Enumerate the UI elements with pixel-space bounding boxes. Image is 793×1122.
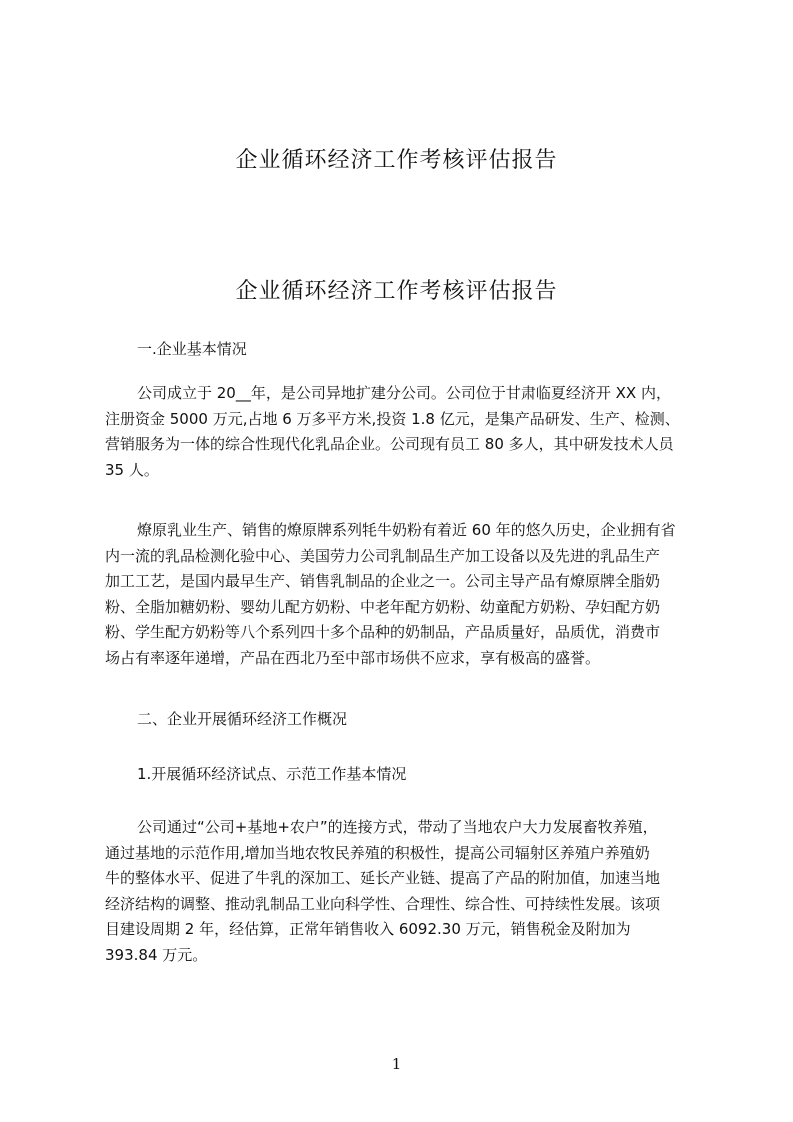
paragraph-line: 393.84 万元。 bbox=[105, 945, 208, 964]
paragraph-line: 公司成立于 20__年，是公司异地扩建分公司。公司位于甘肃临夏经济开 XX 内， bbox=[137, 384, 671, 402]
paragraph-line: 燎原乳业生产、销售的燎原牌系列牦牛奶粉有着近 60 年的悠久历史，企业拥有省 bbox=[137, 521, 676, 539]
paragraph-line: 35 人。 bbox=[105, 460, 159, 479]
paragraph-line: 加工工艺，是国内最早生产、销售乳制品的企业之一。公司主导产品有燎原牌全脂奶 bbox=[105, 572, 661, 590]
section1-paragraph-2 bbox=[105, 518, 699, 680]
paragraph-line: 经济结构的调整、推动乳制品工业向科学性、合理性、综合性、可持续性发展。该项 bbox=[105, 894, 661, 913]
section1-heading: 一.企业基本情况 bbox=[137, 340, 247, 358]
paragraph-line: 公司通过“公司+基地+农户”的连接方式，带动了当地农户大力发展畜牧养殖， bbox=[137, 818, 658, 836]
paragraph-line: 营销服务为一体的综合性现代化乳品企业。公司现有员工 80 多人，其中研发技术人员 bbox=[105, 435, 674, 453]
paragraph-line: 内一流的乳品检测化验中心、美国劳力公司乳制品生产加工设备以及先进的乳品生产 bbox=[105, 546, 661, 565]
main-title: 企业循环经济工作考核评估报告 bbox=[235, 279, 558, 304]
paragraph-line: 场占有率逐年递增，产品在西北乃至中部市场供不应求，享有极高的盛誉。 bbox=[105, 648, 601, 667]
section1-paragraph-1 bbox=[105, 381, 699, 485]
paragraph-line: 粉、学生配方奶粉等八个系列四十多个品种的奶制品，产品质量好，品质优，消费市 bbox=[105, 623, 661, 641]
cover-title: 企业循环经济工作考核评估报告 bbox=[235, 148, 558, 173]
section2-heading: 二、企业开展循环经济工作概况 bbox=[137, 710, 348, 728]
paragraph-line: 通过基地的示范作用,增加当地农牧民养殖的积极性，提高公司辐射区养殖户养殖奶 bbox=[105, 843, 650, 862]
page-number: 1 bbox=[391, 1055, 402, 1073]
paragraph-line: 牛的整体水平、促进了牛乳的深加工、延长产业链、提高了产品的附加值，加速当地 bbox=[105, 869, 661, 887]
section2-paragraph-1 bbox=[105, 815, 699, 975]
paragraph-line: 粉、全脂加糖奶粉、婴幼儿配方奶粉、中老年配方奶粉、幼童配方奶粉、孕妇配方奶 bbox=[105, 597, 661, 616]
paragraph-line: 目建设周期 2 年，经估算，正常年销售收入 6092.30 万元，销售税金及附加为 bbox=[105, 920, 631, 938]
section2-subheading: 1.开展循环经济试点、示范工作基本情况 bbox=[137, 765, 407, 783]
paragraph-line: 注册资金 5000 万元,占地 6 万多平方米,投资 1.8 亿元，是集产品研发、生产、检测、 bbox=[105, 409, 680, 428]
